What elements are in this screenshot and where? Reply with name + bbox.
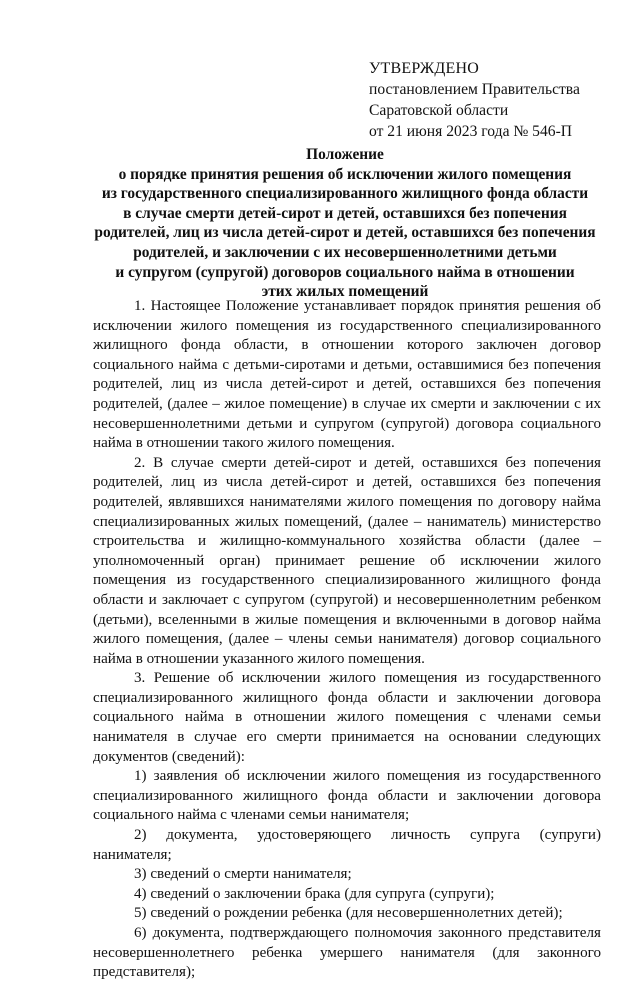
approval-line-1: постановлением Правительства <box>369 81 580 98</box>
list-item-6: 6) документа, подтверждающего полномочия законного представителя несовершеннолетнего ребенка умершего нанимателя (для законного представителя); <box>93 925 601 981</box>
approval-line-3: от 21 июня 2023 года № 546-П <box>369 123 573 140</box>
title-line: Положение <box>306 146 384 163</box>
list-item-1: 1) заявления об исключении жилого помещения из государственного специализированного жилищного фонда области и заключении договора социального найма с членами семьи нанимателя; <box>93 768 601 824</box>
list-item-5: 5) сведений о рождении ребенка (для несовершеннолетних детей); <box>134 905 563 922</box>
title-line: и супругом (супругой) договоров социального найма в отношении <box>115 263 575 281</box>
list-item-2: 2) документа, удостоверяющего личность супруга (супруги) нанимателя; <box>93 827 601 863</box>
approval-line-2: Саратовской области <box>369 102 509 119</box>
title-line: родителей, и заключении с их несовершеннолетними детьми <box>133 243 557 261</box>
document-body <box>93 297 601 983</box>
title-line: этих жилых помещений <box>261 283 429 301</box>
title-line: из государственного специализированного жилищного фонда области <box>101 185 589 203</box>
approval-stamp: УТВЕРЖДЕНО <box>369 60 480 77</box>
paragraph-3: 3. Решение об исключении жилого помещения из государственного специализированного жилищного фонда области и заключении договора социального найма в отношении жилого помещения с членами семьи нанимателя в случае его смерти принимается на основании следующих документов (сведений): <box>93 670 601 765</box>
paragraph-1: 1. Настоящее Положение устанавливает порядок принятия решения об исключении жилого помещения из государственного специализированного жилищного фонда области, в отношении которого заключен договор социального найма с детьми-сиротами и детьми, оставшимися без попечения родителей, лиц из числа детей-сирот и детей, оставшихся без попечения родителей, (далее – жилое помещение) в случае их смерти и заключении с их несовершеннолетними детьми и супругом (супругой) договора социального найма в отношении такого жилого помещения. <box>93 298 601 452</box>
approval-block <box>369 58 629 142</box>
list-item-3: 3) сведений о смерти нанимателя; <box>134 866 352 883</box>
title-line: о порядке принятия решения об исключении жилого помещения <box>118 165 572 183</box>
title-line: в случае смерти детей-сирот и детей, оставшихся без попечения <box>123 204 567 222</box>
title-line: родителей, лиц из числа детей-сирот и детей, оставшихся без попечения <box>94 224 596 242</box>
list-item-4: 4) сведений о заключении брака (для супруга (супруги); <box>134 885 495 902</box>
document-title <box>80 145 610 302</box>
paragraph-2: 2. В случае смерти детей-сирот и детей, оставшихся без попечения родителей, лиц из числа детей-сирот и детей, оставшихся без попечения родителей, являвшихся нанимателями жилого помещения по договору найма специализированных жилых помещений, (далее – наниматель) министерство строительства и жилищно-коммунального хозяйства области (далее – уполномоченный орган) принимает решение об исключении жилого помещения из государственного специализированного жилищного фонда области и заключает с супругом (супругой) и несовершеннолетним ребенком (детьми), вселенными в жилые помещения и включенными в договор найма жилого помещения, (далее – члены семьи нанимателя) договор социального найма в отношении указанного жилого помещения. <box>93 454 601 667</box>
